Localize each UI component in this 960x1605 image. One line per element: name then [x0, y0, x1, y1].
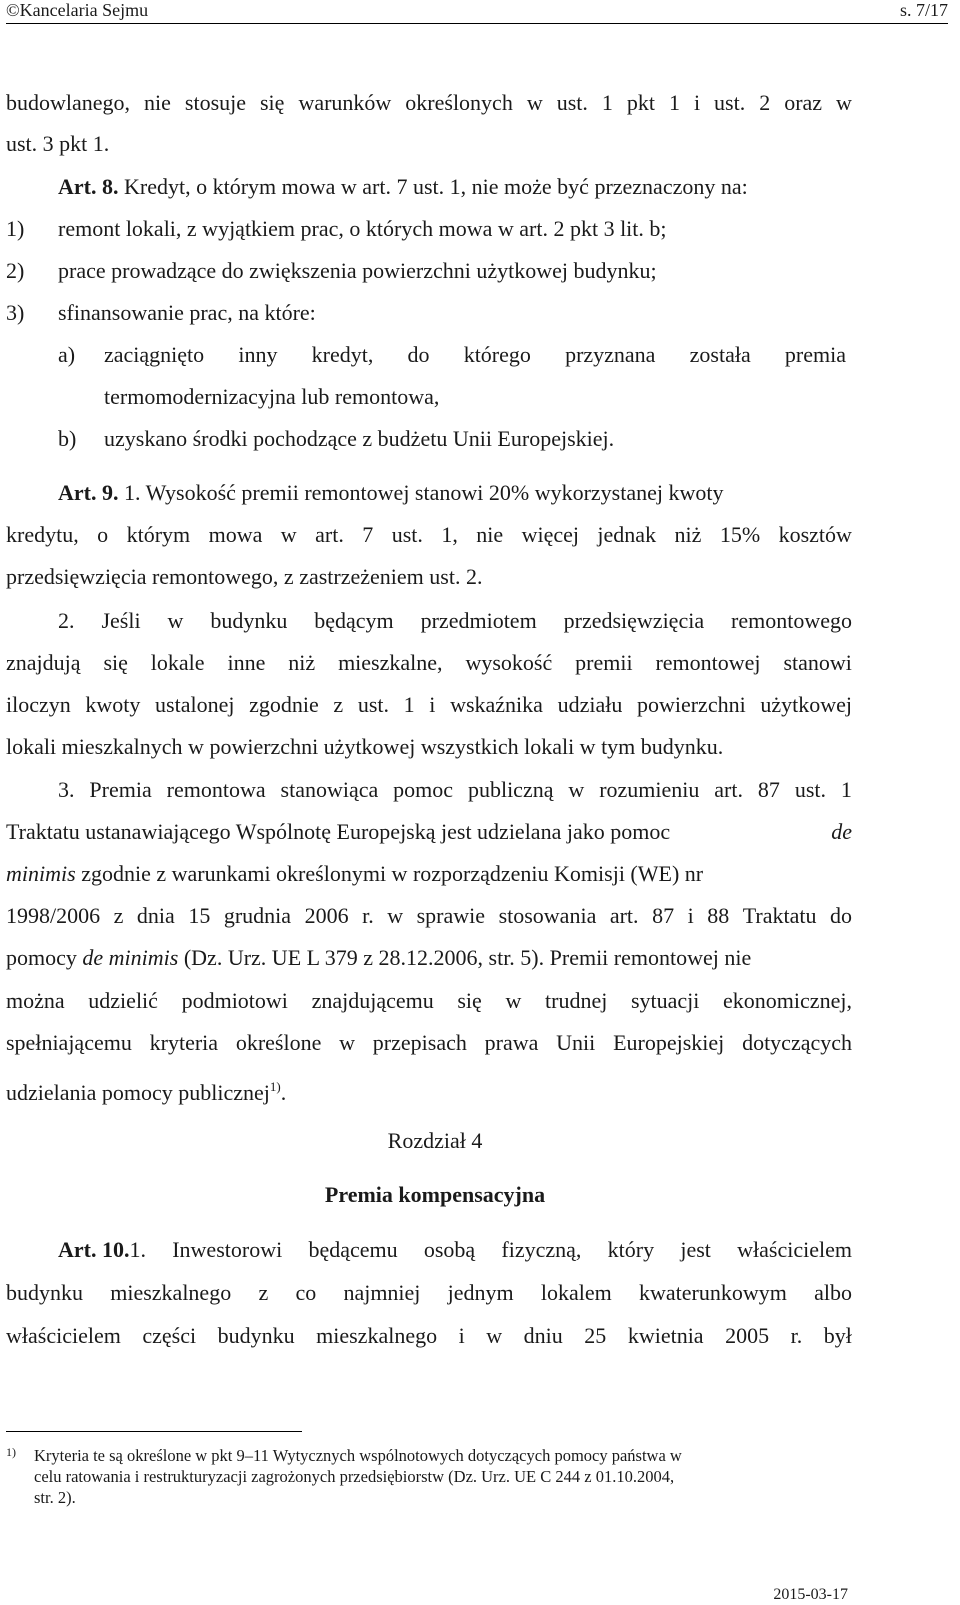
footnote-line: Kryteria te są określone w pkt 9–11 Wytycznych wspólnotowych dotyczących pomocy państwa w — [34, 1446, 682, 1465]
text-segment: pomocy — [6, 945, 83, 970]
paragraph-line: lokali mieszkalnych w powierzchni użytkowej wszystkich lokali w tym budynku. — [6, 734, 724, 759]
paragraph-line: budowlanego, nie stosuje się warunków określonych w ust. 1 pkt 1 i ust. 2 oraz w — [6, 90, 852, 115]
paragraph-line: 3. Premia remontowa stanowiąca pomoc publiczną w rozumieniu art. 87 ust. 1 — [58, 777, 852, 802]
paragraph-line — [6, 1074, 286, 1106]
text-segment: (Dz. Urz. UE L 379 z 28.12.2006, str. 5). Premii remontowej nie — [178, 945, 752, 970]
paragraph-line: 2. Jeśli w budynku będącym przedmiotem przedsięwzięcia remontowego — [58, 608, 852, 633]
footnote-line: celu ratowania i restrukturyzacji zagrożonych przedsiębiorstw (Dz. Urz. UE C 244 z 01.10.2004, — [34, 1467, 675, 1486]
list-item: sfinansowanie prac, na które: — [58, 300, 316, 325]
sublist-item: uzyskano środki pochodzące z budżetu Unii Europejskiej. — [104, 426, 615, 451]
list-number: 1) — [6, 216, 25, 241]
footnote-separator — [6, 1431, 302, 1432]
paragraph-line: spełniającemu kryteria określone w przepisach prawa Unii Europejskiej dotyczących — [6, 1030, 852, 1055]
header-page-number: s. 7/17 — [899, 0, 948, 20]
paragraph-line: budynku mieszkalnego z co najmniej jednym lokalem kwaterunkowym albo — [6, 1280, 852, 1305]
footnote-mark: 1) — [6, 1445, 16, 1459]
header-copyright: ©Kancelaria Sejmu — [6, 0, 149, 20]
article-text: 1. Wysokość premii remontowej stanowi 20% wykorzystanej kwoty — [118, 480, 724, 505]
paragraph-line: można udzielić podmiotowi znajdującemu się w trudnej sytuacji ekonomicznej, — [6, 988, 852, 1013]
article-text: 1. Inwestorowi będącemu osobą fizyczną, który jest właścicielem — [129, 1237, 852, 1262]
header-rule — [6, 23, 948, 24]
list-number: 3) — [6, 300, 25, 325]
text-segment: Traktatu ustanawiającego Wspólnotę Europejską jest udzielana jako pomoc — [6, 819, 671, 844]
paragraph-line — [6, 945, 751, 971]
chapter-title-text: Premia kompensacyjna — [324, 1182, 546, 1207]
paragraph-line — [6, 861, 703, 887]
list-number: 2) — [6, 258, 25, 283]
chapter-title — [0, 1182, 870, 1208]
paragraph-line: kredytu, o którym mowa w art. 7 ust. 1, nie więcej jednak niż 15% kosztów — [6, 522, 852, 547]
footnote-reference: 1) — [269, 1079, 281, 1094]
paragraph-line: przedsięwzięcia remontowego, z zastrzeżeniem ust. 2. — [6, 564, 483, 589]
article-label: Art. 10. — [58, 1237, 130, 1262]
article-label: Art. 8. — [58, 174, 119, 199]
paragraph-line — [6, 819, 852, 845]
article-text: Kredyt, o którym mowa w art. 7 ust. 1, nie może być przeznaczony na: — [118, 174, 748, 199]
paragraph-line: iloczyn kwoty ustalonej zgodnie z ust. 1 i wskaźnika udziału powierzchni użytkowej — [6, 692, 852, 717]
paragraph-line: ust. 3 pkt 1. — [6, 131, 110, 156]
sublist-letter: b) — [58, 426, 77, 451]
article-label: Art. 9. — [58, 480, 119, 505]
paragraph-line: 1998/2006 z dnia 15 grudnia 2006 r. w sprawie stosowania art. 87 i 88 Traktatu do — [6, 903, 852, 928]
text-segment: zgodnie z warunkami określonymi w rozporządzeniu Komisji (WE) nr — [75, 861, 704, 886]
article-9 — [58, 480, 723, 506]
list-item: remont lokali, z wyjątkiem prac, o których mowa w art. 2 pkt 3 lit. b; — [58, 216, 667, 241]
italic-term: de — [831, 819, 852, 844]
sublist-letter: a) — [58, 342, 76, 367]
list-item: prace prowadzące do zwiększenia powierzchni użytkowej budynku; — [58, 258, 657, 283]
paragraph-line: właścicielem części budynku mieszkalnego i w dniu 25 kwietnia 2005 r. był — [6, 1323, 852, 1348]
chapter-heading: Rozdział 4 — [387, 1128, 483, 1153]
text-segment: . — [280, 1080, 287, 1105]
article-10 — [58, 1237, 852, 1263]
sublist-item: zaciągnięto inny kredyt, do którego przyznana została premia — [104, 342, 846, 367]
italic-term: minimis — [6, 861, 76, 886]
paragraph-line: znajdują się lokale inne niż mieszkalne, wysokość premii remontowej stanowi — [6, 650, 852, 675]
sublist-item-continued: termomodernizacyjna lub remontowa, — [104, 384, 440, 409]
article-8 — [58, 174, 748, 200]
text-segment: udzielania pomocy publicznej — [6, 1080, 270, 1105]
footer-date: 2015-03-17 — [773, 1586, 848, 1603]
footnote-line: str. 2). — [34, 1488, 76, 1507]
italic-term: de minimis — [82, 945, 179, 970]
